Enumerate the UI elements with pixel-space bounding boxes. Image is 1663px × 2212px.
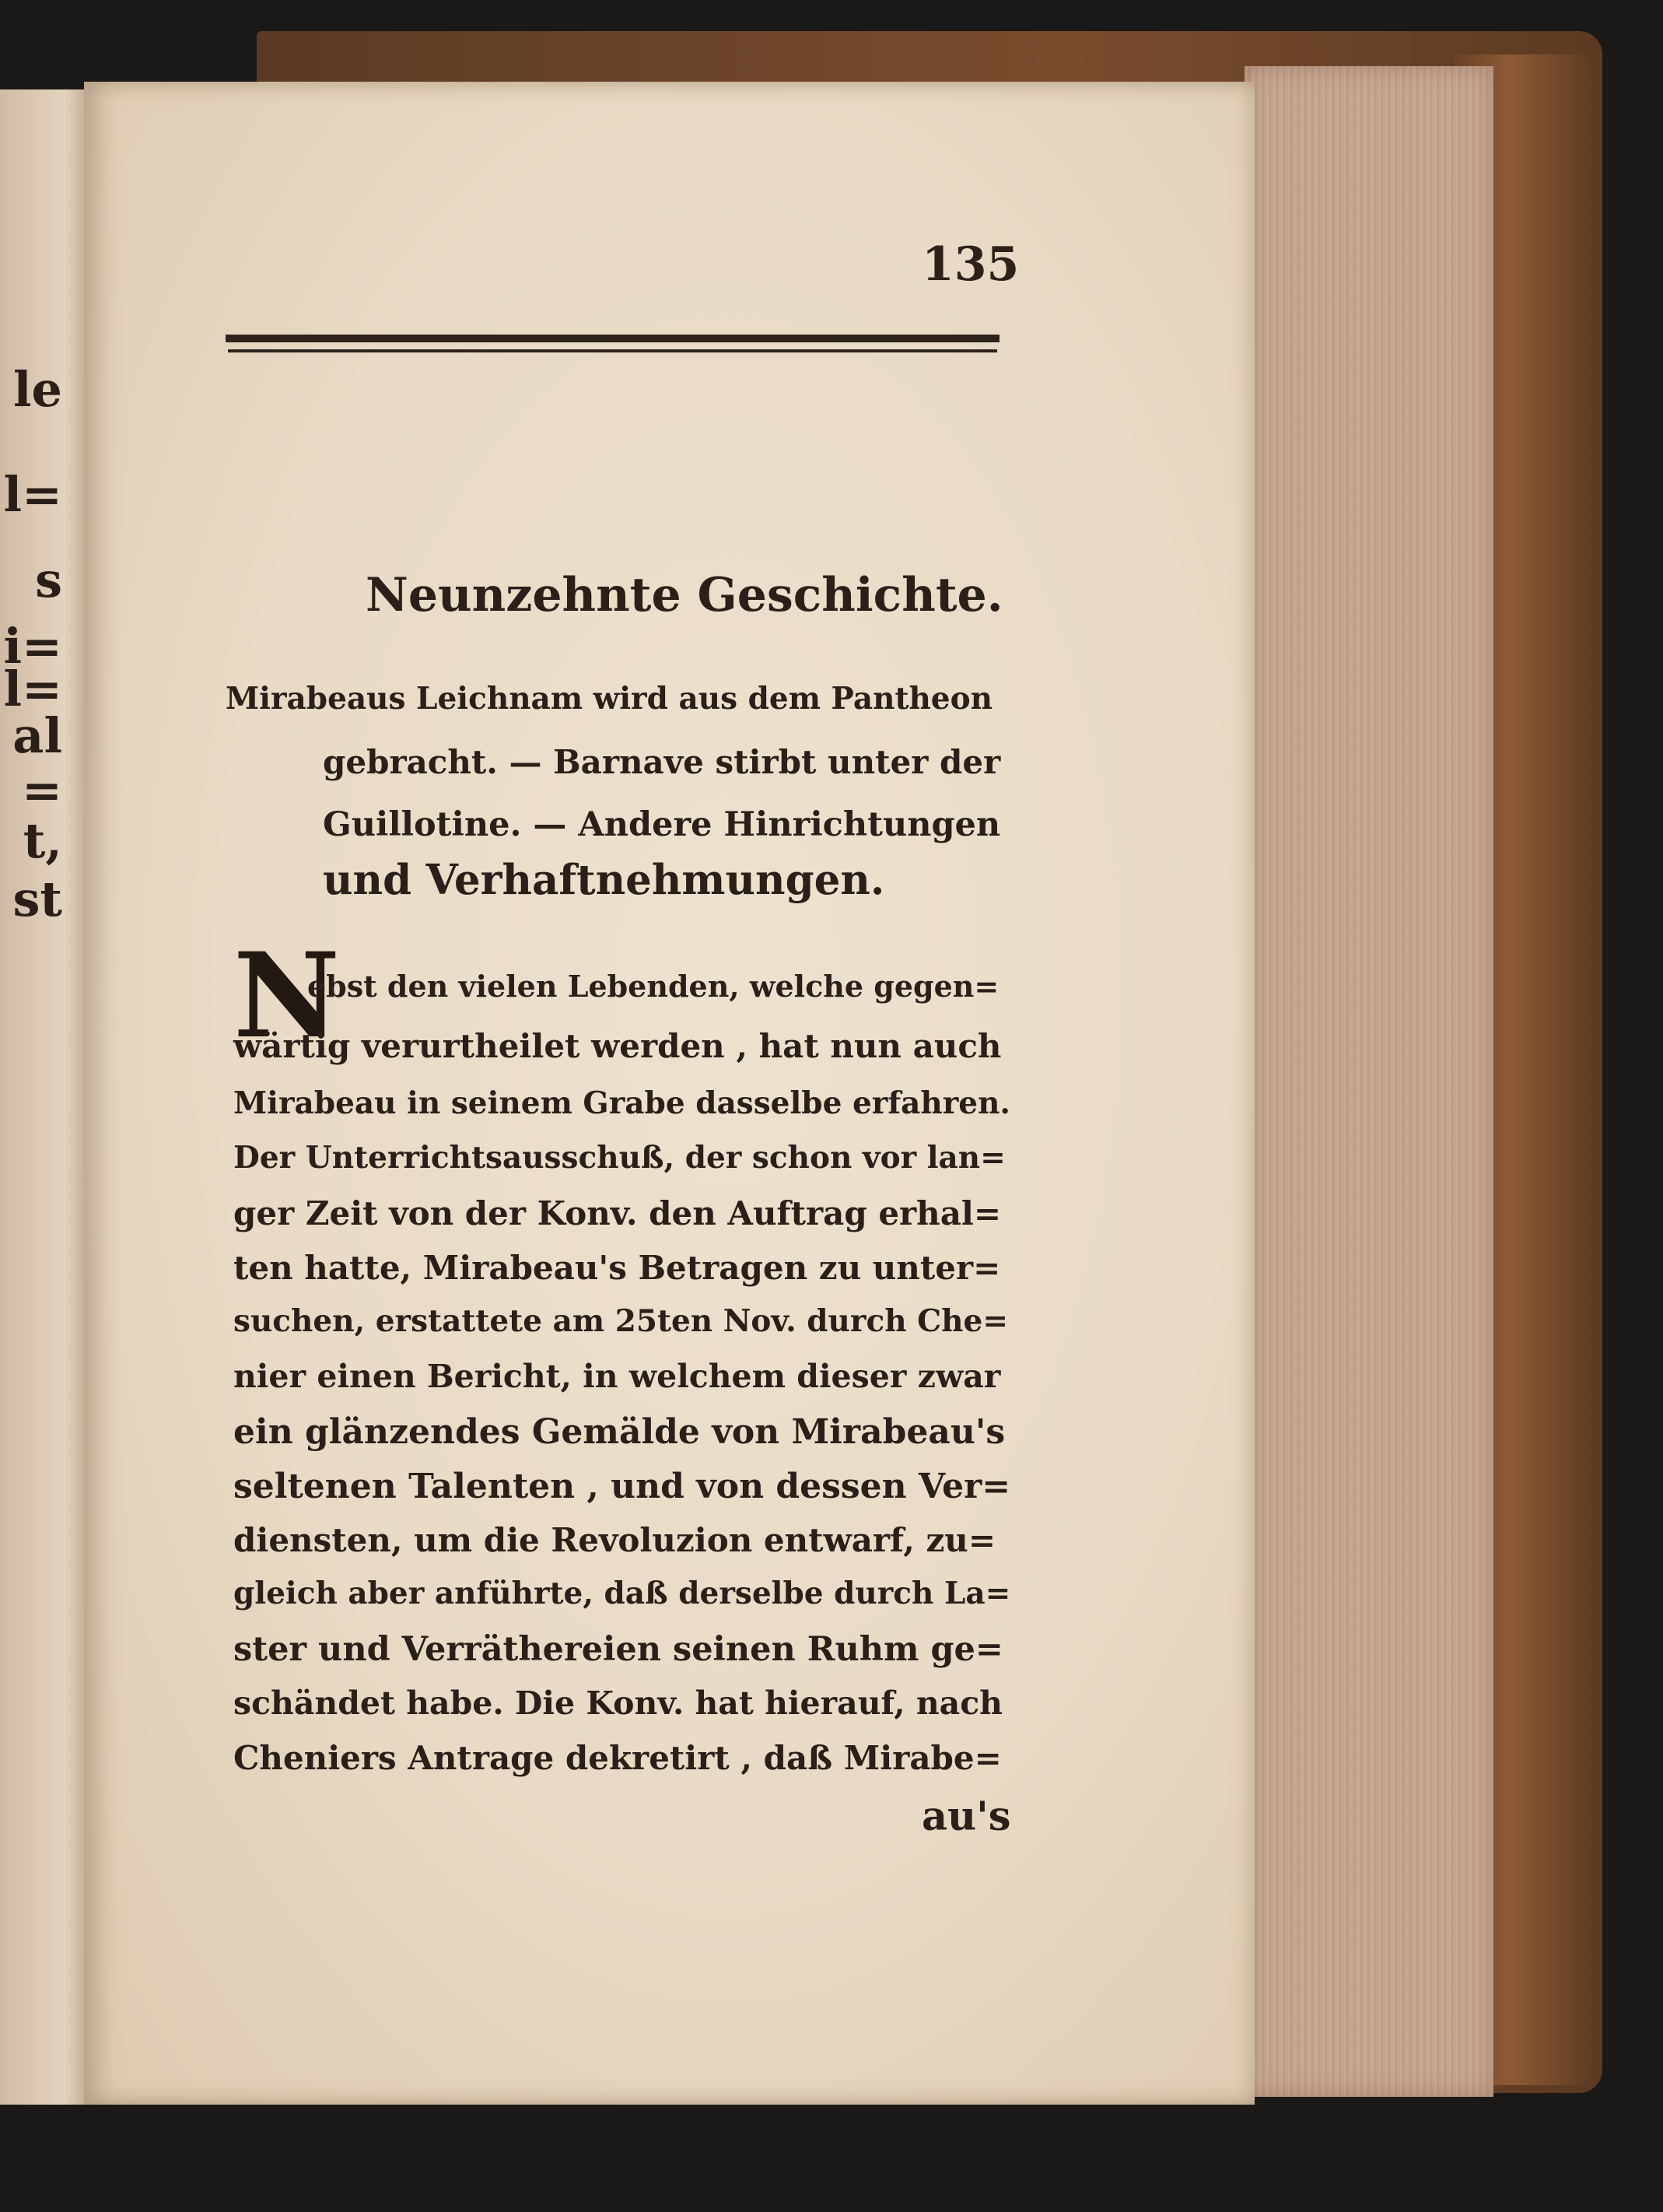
body-line: gleich aber anführte, daß derselbe durch La= xyxy=(233,1576,1011,1611)
body-line: ein glänzendes Gemälde von Mirabeau's xyxy=(233,1412,1006,1452)
drop-cap: N xyxy=(233,927,341,1064)
body-line: ebst den vielen Lebenden, welche gegen= xyxy=(307,969,1000,1004)
summary-line: Guillotine. — Andere Hinrichtungen xyxy=(323,805,1001,844)
left-fragment: i= xyxy=(3,618,62,675)
body-line: Der Unterrichtsausschuß, der schon vor lan= xyxy=(233,1140,1006,1176)
left-page xyxy=(0,89,94,2105)
left-fragment: le xyxy=(13,361,62,418)
body-line: wärtig verurtheilet werden , hat nun auch xyxy=(233,1027,1002,1065)
body-line: diensten, um die Revoluzion entwarf, zu= xyxy=(233,1521,996,1559)
left-fragment: = xyxy=(22,762,62,819)
body-line: schändet habe. Die Konv. hat hierauf, nach xyxy=(233,1684,1003,1722)
catchword: au's xyxy=(922,1793,1011,1840)
body-line: ster und Verräthereien seinen Ruhm ge= xyxy=(233,1630,1003,1669)
body-line: ten hatte, Mirabeau's Betragen zu unter= xyxy=(233,1249,1001,1287)
chapter-title: Neunzehnte Geschichte. xyxy=(366,568,1003,622)
body-line: suchen, erstattete am 25ten Nov. durch Che= xyxy=(233,1303,1009,1339)
header-rule xyxy=(226,335,1000,342)
left-fragment: st xyxy=(12,871,62,927)
left-fragment: al xyxy=(12,707,62,764)
left-fragment: t, xyxy=(23,812,62,869)
page-number: 135 xyxy=(922,237,1020,292)
body-line: nier einen Bericht, in welchem dieser zwar xyxy=(233,1358,1001,1395)
page-edges xyxy=(1245,66,1493,2097)
summary-line: gebracht. — Barnave stirbt unter der xyxy=(323,743,1001,781)
left-fragment: l= xyxy=(3,661,62,717)
summary-line: Mirabeaus Leichnam wird aus dem Pantheon xyxy=(226,681,993,717)
body-line: Cheniers Antrage dekretirt , daß Mirabe= xyxy=(233,1739,1002,1777)
body-line: Mirabeau in seinem Grabe dasselbe erfahren. xyxy=(233,1085,1011,1121)
left-fragment: l= xyxy=(3,466,62,523)
left-fragment: s xyxy=(35,552,62,608)
body-line: seltenen Talenten , und von dessen Ver= xyxy=(233,1467,1011,1506)
body-line: ger Zeit von der Konv. den Auftrag erhal= xyxy=(233,1194,1002,1232)
summary-line: und Verhaftnehmungen. xyxy=(323,856,885,904)
